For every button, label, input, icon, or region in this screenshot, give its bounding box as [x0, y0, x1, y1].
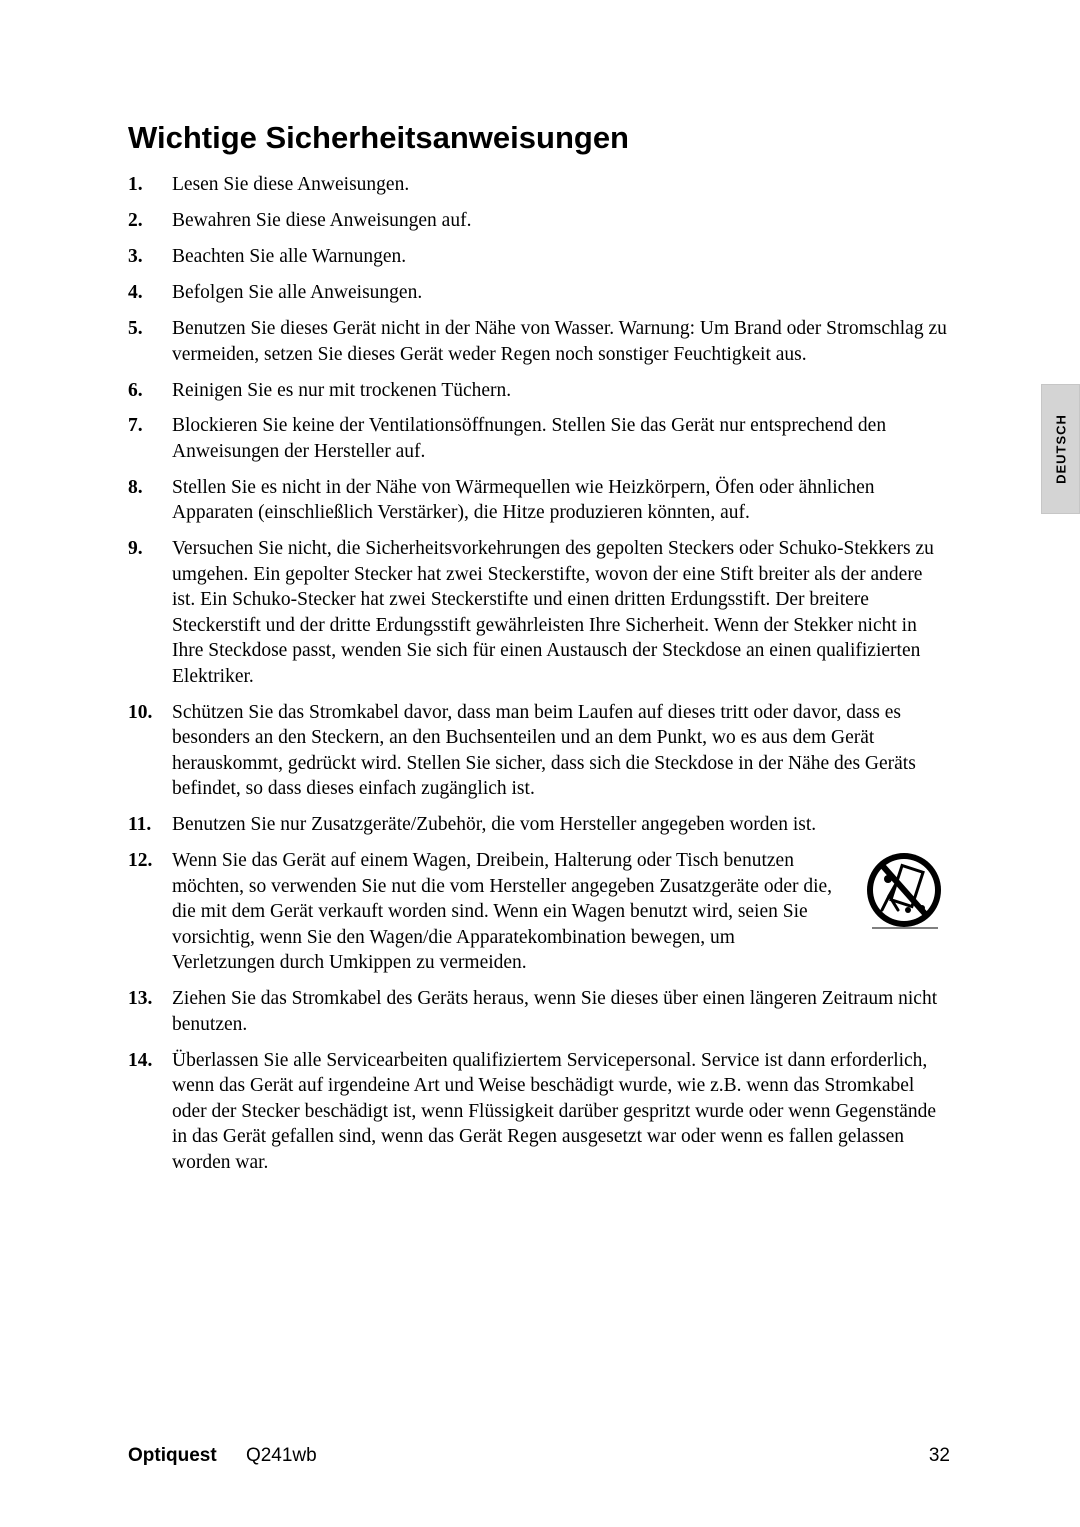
item-text: Versuchen Sie nicht, die Sicherheitsvorkehrungen des gepolten Steckers oder Schuko-Stekkers zu umgehen. Ein gepolter Stecker hat zwei Steckerstifte, wovon der eine Stift breiter als der andere ist. Ein Schuko-Stecker hat zwei Steckerstifte und einen dritten Erdungsstift. Der breitere Steckerstift und der dritte Erdungsstift gewährleisten Ihre Sicherheit. Wenn der Stekker nicht in Ihre Steckdose passt, wenden Sie sich für einen Austausch der Steckdose an einen qualifizierten Elektriker.: [172, 538, 934, 687]
list-item: [128, 475, 950, 526]
item-number: 2.: [128, 210, 143, 231]
item-text: Überlassen Sie alle Servicearbeiten qualifiziertem Servicepersonal. Service ist dann erforderlich, wenn das Gerät auf irgendeine Art und Weise beschädigt wurde, wie z.B. wenn das Stromkabel oder der Stecker beschädigt ist, wenn Flüssigkeit darüber gespritzt wurde oder wenn Gegenstände in das Gerät gefallen sind, wenn das Gerät Regen ausgesetzt war oder wenn es fallen gelassen worden war.: [172, 1049, 937, 1173]
list-item: [128, 378, 950, 404]
item-text: Befolgen Sie alle Anweisungen.: [172, 282, 423, 303]
list-item: [128, 413, 950, 464]
brand-name: Optiquest: [128, 1445, 217, 1466]
item-text: Stellen Sie es nicht in der Nähe von Wärmequellen wie Heizkörpern, Öfen oder ähnlichen Apparaten (einschließlich Verstärker), die Hitze produzieren könnten, auf.: [172, 476, 875, 523]
item-number: 9.: [128, 538, 143, 559]
list-item: [128, 986, 950, 1037]
item-number: 13.: [128, 988, 153, 1009]
item-text: Ziehen Sie das Stromkabel des Geräts heraus, wenn Sie dieses über einen längeren Zeitraum nicht benutzen.: [172, 988, 938, 1035]
item-number: 8.: [128, 476, 143, 498]
item-text: Bewahren Sie diese Anweisungen auf.: [172, 210, 472, 231]
list-item: [128, 280, 950, 306]
item-text: Reinigen Sie es nur mit trockenen Tüchern.: [172, 379, 512, 401]
item-text: Benutzen Sie nur Zusatzgeräte/Zubehör, die vom Hersteller angegeben worden ist.: [172, 814, 817, 835]
item-text: Schützen Sie das Stromkabel davor, dass man beim Laufen auf dieses tritt oder davor, dass es besonders an den Steckern, an den Buchsenteilen und an dem Punkt, wo es aus dem Gerät herauskommt, gedrückt wird. Stellen Sie sicher, dass sich die Steckdose in der Nähe des Geräts befindet, so dass dieses einfach zugänglich ist.: [172, 701, 916, 799]
list-item: [128, 848, 950, 976]
item-text: Wenn Sie das Gerät auf einem Wagen, Dreibein, Halterung oder Tisch benutzen möchten, so verwenden Sie nut die vom Hersteller angegeben Zusatzgeräte oder die, die mit dem Gerät verkauft worden sind. Wenn ein Wagen benutzt wird, seien Sie vorsichtig, wenn Sie den Wagen/die Apparatekombination bewegen, um Verletzungen durch Umkippen zu vermeiden.: [172, 850, 833, 973]
list-item: [128, 536, 950, 689]
cart-tip-over-warning-icon: [850, 848, 950, 938]
item-number: 14.: [128, 1049, 153, 1071]
item-number: 11.: [128, 814, 152, 835]
list-item: [128, 1048, 950, 1176]
item-number: 5.: [128, 318, 143, 339]
item-number: 6.: [128, 379, 143, 401]
model-name: Q241wb: [245, 1445, 317, 1466]
item-number: 4.: [128, 282, 143, 303]
list-item: [128, 244, 950, 270]
language-label: DEUTSCH: [1053, 414, 1068, 484]
item-number: 7.: [128, 415, 143, 436]
item-text: Blockieren Sie keine der Ventilationsöffnungen. Stellen Sie das Gerät nur entsprechend den Anweisungen der Hersteller auf.: [172, 415, 887, 462]
item-text: Lesen Sie diese Anweisungen.: [172, 174, 410, 195]
list-item: [128, 172, 950, 198]
item-text: Benutzen Sie dieses Gerät nicht in der Nähe von Wasser. Warnung: Um Brand oder Stromschlag zu vermeiden, setzen Sie dieses Gerät weder Regen noch sonstiger Feuchtigkeit aus.: [172, 318, 947, 365]
list-item: [128, 812, 950, 838]
list-item: [128, 700, 950, 802]
list-item: [128, 316, 950, 367]
item-number: 12.: [128, 850, 153, 871]
item-number: 10.: [128, 701, 153, 723]
item-text-with-cart-warning: [172, 848, 950, 976]
safety-instructions-list: [128, 172, 950, 1186]
language-side-tab: [1041, 384, 1080, 514]
page-title: Wichtige Sicherheitsanweisungen: [128, 120, 629, 155]
cart-tip-over-symbol: [864, 852, 944, 932]
list-item: [128, 208, 950, 234]
page-number: 32: [928, 1445, 950, 1466]
item-text: Beachten Sie alle Warnungen.: [172, 246, 407, 267]
item-number: 1.: [128, 174, 143, 195]
page-footer: [128, 1445, 950, 1471]
item-number: 3.: [128, 246, 143, 267]
